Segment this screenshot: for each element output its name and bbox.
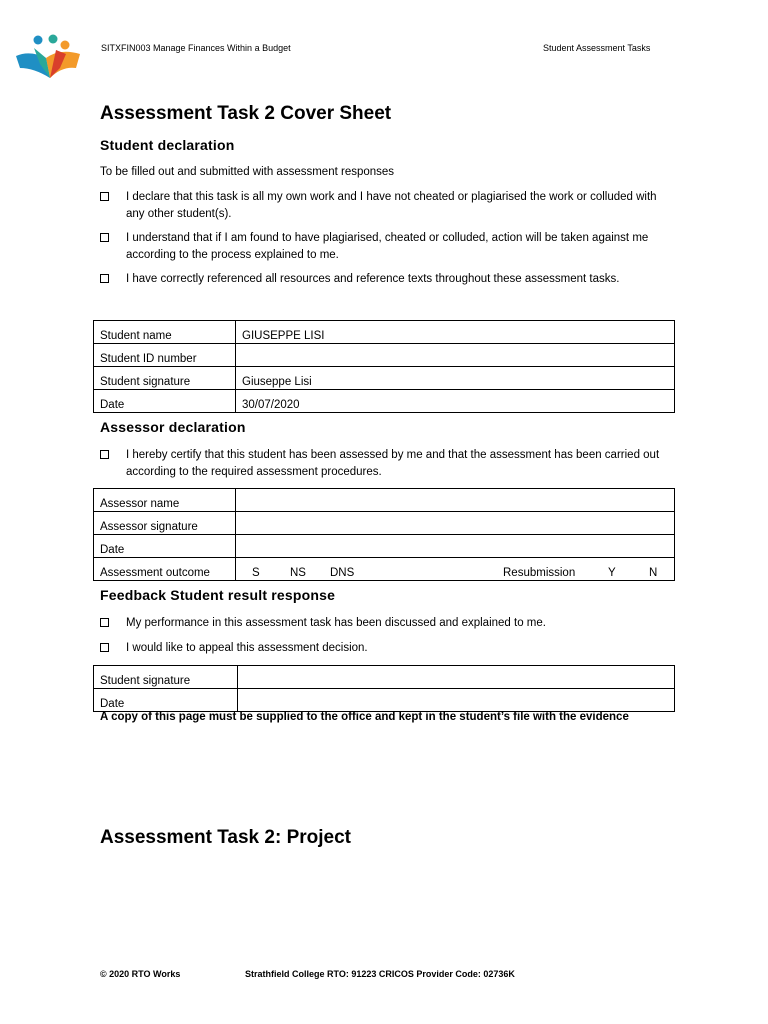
student-date-field[interactable]: 30/07/2020 bbox=[236, 390, 675, 413]
student-details-table bbox=[93, 320, 675, 413]
student-declaration-heading: Student declaration bbox=[100, 137, 235, 153]
checkbox[interactable] bbox=[100, 274, 109, 283]
feedback-signature-field[interactable] bbox=[238, 666, 675, 689]
assessor-name-field[interactable] bbox=[236, 489, 675, 512]
assessor-name-label: Assessor name bbox=[94, 489, 236, 512]
assessor-date-field[interactable] bbox=[236, 535, 675, 558]
table-row bbox=[94, 535, 675, 558]
checkbox[interactable] bbox=[100, 643, 109, 652]
table-row bbox=[94, 321, 675, 344]
assessor-declaration-heading: Assessor declaration bbox=[100, 419, 246, 435]
declaration-item[interactable] bbox=[100, 189, 675, 222]
declaration-text: I understand that if I am found to have plagiarised, cheated or colluded, action will be taken against me according to the process explained to me. bbox=[126, 232, 649, 261]
footer-copyright: © 2020 RTO Works bbox=[100, 969, 181, 979]
assessment-outcome-options bbox=[236, 558, 675, 581]
checkbox[interactable] bbox=[100, 618, 109, 627]
assessor-signature-field[interactable] bbox=[236, 512, 675, 535]
table-row bbox=[94, 512, 675, 535]
feedback-signature-table bbox=[93, 665, 675, 712]
feedback-text: My performance in this assessment task has been discussed and explained to me. bbox=[126, 617, 546, 629]
feedback-item[interactable] bbox=[100, 640, 675, 657]
project-title: Assessment Task 2: Project bbox=[100, 827, 351, 848]
student-id-label: Student ID number bbox=[94, 344, 236, 367]
outcome-s-option[interactable]: S bbox=[252, 567, 260, 579]
assessment-outcome-label: Assessment outcome bbox=[94, 558, 236, 581]
header-doc: Student Assessment Tasks bbox=[543, 43, 651, 53]
student-signature-field[interactable]: Giuseppe Lisi bbox=[236, 367, 675, 390]
student-name-label: Student name bbox=[94, 321, 236, 344]
feedback-item[interactable] bbox=[100, 615, 675, 632]
college-logo-icon bbox=[16, 34, 82, 80]
feedback-text: I would like to appeal this assessment decision. bbox=[126, 642, 368, 654]
resubmission-n-option[interactable]: N bbox=[649, 567, 658, 579]
outcome-dns-option[interactable]: DNS bbox=[330, 567, 355, 579]
table-row bbox=[94, 344, 675, 367]
checkbox[interactable] bbox=[100, 450, 109, 459]
assessor-signature-label: Assessor signature bbox=[94, 512, 236, 535]
student-signature-label: Student signature bbox=[94, 367, 236, 390]
declaration-item[interactable] bbox=[100, 230, 675, 263]
table-row bbox=[94, 390, 675, 413]
table-row bbox=[94, 558, 675, 581]
office-note: A copy of this page must be supplied to the office and kept in the student’s file with the evidence bbox=[100, 711, 629, 723]
student-date-label: Date bbox=[94, 390, 236, 413]
footer-college: Strathfield College RTO: 91223 CRICOS Provider Code: 02736K bbox=[245, 969, 515, 979]
table-row bbox=[94, 666, 675, 689]
resubmission-label: Resubmission bbox=[503, 567, 576, 579]
feedback-signature-label: Student signature bbox=[94, 666, 238, 689]
resubmission-y-option[interactable]: Y bbox=[608, 567, 616, 579]
table-row bbox=[94, 489, 675, 512]
table-row bbox=[94, 367, 675, 390]
assessor-details-table bbox=[93, 488, 675, 581]
declaration-text: I have correctly referenced all resources and reference texts throughout these assessment tasks. bbox=[126, 273, 620, 285]
assessor-date-label: Date bbox=[94, 535, 236, 558]
feedback-date-label: Date bbox=[94, 689, 238, 712]
declaration-text: I declare that this task is all my own work and I have not cheated or plagiarised the work or colluded with any other student(s). bbox=[126, 191, 657, 220]
checkbox[interactable] bbox=[100, 192, 109, 201]
declaration-text: I hereby certify that this student has been assessed by me and that the assessment has been carried out according to the required assessment procedures. bbox=[126, 449, 660, 478]
checkbox[interactable] bbox=[100, 233, 109, 242]
declaration-item[interactable] bbox=[100, 271, 675, 288]
declaration-item[interactable] bbox=[100, 447, 675, 480]
outcome-ns-option[interactable]: NS bbox=[290, 567, 306, 579]
page-title: Assessment Task 2 Cover Sheet bbox=[100, 103, 392, 124]
student-name-field[interactable]: GIUSEPPE LISI bbox=[236, 321, 675, 344]
feedback-heading: Feedback Student result response bbox=[100, 587, 336, 603]
student-declaration-intro: To be filled out and submitted with assessment responses bbox=[100, 166, 395, 178]
student-id-field[interactable] bbox=[236, 344, 675, 367]
header-unit: SITXFIN003 Manage Finances Within a Budget bbox=[101, 43, 291, 53]
